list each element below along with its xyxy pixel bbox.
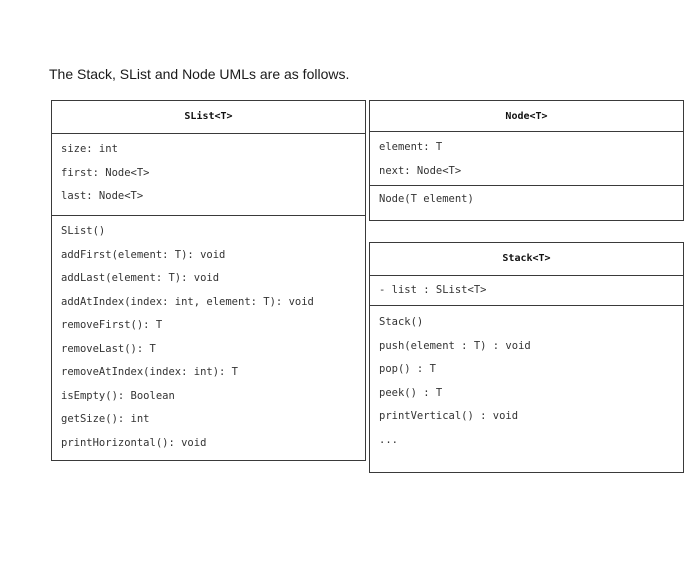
stack-class-title: Stack<T> — [502, 252, 551, 264]
stack-method: push(element : T) : void — [379, 339, 531, 352]
node-class-title: Node<T> — [505, 110, 548, 122]
node-field: element: T — [379, 141, 443, 153]
slist-method: addLast(element: T): void — [61, 272, 220, 284]
slist-methods-section — [52, 215, 365, 461]
node-field: next: Node<T> — [379, 164, 462, 177]
stack-fields-section — [370, 275, 683, 305]
slist-field: size: int — [61, 143, 118, 155]
stack-methods-section — [370, 305, 683, 472]
slist-method: addAtIndex(index: int, element: T): void — [61, 295, 314, 308]
slist-method: removeFirst(): T — [61, 319, 163, 331]
node-methods-section — [370, 185, 683, 220]
node-method: Node(T element) — [379, 193, 474, 205]
slist-method: isEmpty(): Boolean — [61, 389, 175, 402]
stack-class-box — [369, 242, 684, 473]
stack-method: pop() : T — [379, 363, 436, 375]
slist-method: printHorizontal(): void — [61, 436, 207, 449]
slist-class-box — [51, 100, 366, 461]
slist-method: addFirst(element: T): void — [61, 248, 226, 261]
node-class-box — [369, 100, 684, 221]
slist-method: removeLast(): T — [61, 342, 156, 355]
slist-method: SList() — [61, 225, 106, 237]
slist-method: getSize(): int — [61, 413, 150, 425]
slist-class-title: SList<T> — [184, 110, 233, 122]
slist-fields-section — [52, 133, 365, 215]
intro-text: The Stack, SList and Node UMLs are as follows. — [49, 66, 350, 82]
stack-method: ... — [379, 433, 398, 446]
stack-field: - list : SList<T> — [379, 284, 487, 296]
stack-method: Stack() — [379, 316, 424, 328]
slist-method: removeAtIndex(index: int): T — [61, 366, 239, 378]
slist-field: last: Node<T> — [61, 190, 144, 202]
stack-method: printVertical() : void — [379, 410, 519, 422]
stack-method: peek() : T — [379, 386, 443, 399]
node-fields-section — [370, 131, 683, 185]
slist-field: first: Node<T> — [61, 166, 150, 179]
